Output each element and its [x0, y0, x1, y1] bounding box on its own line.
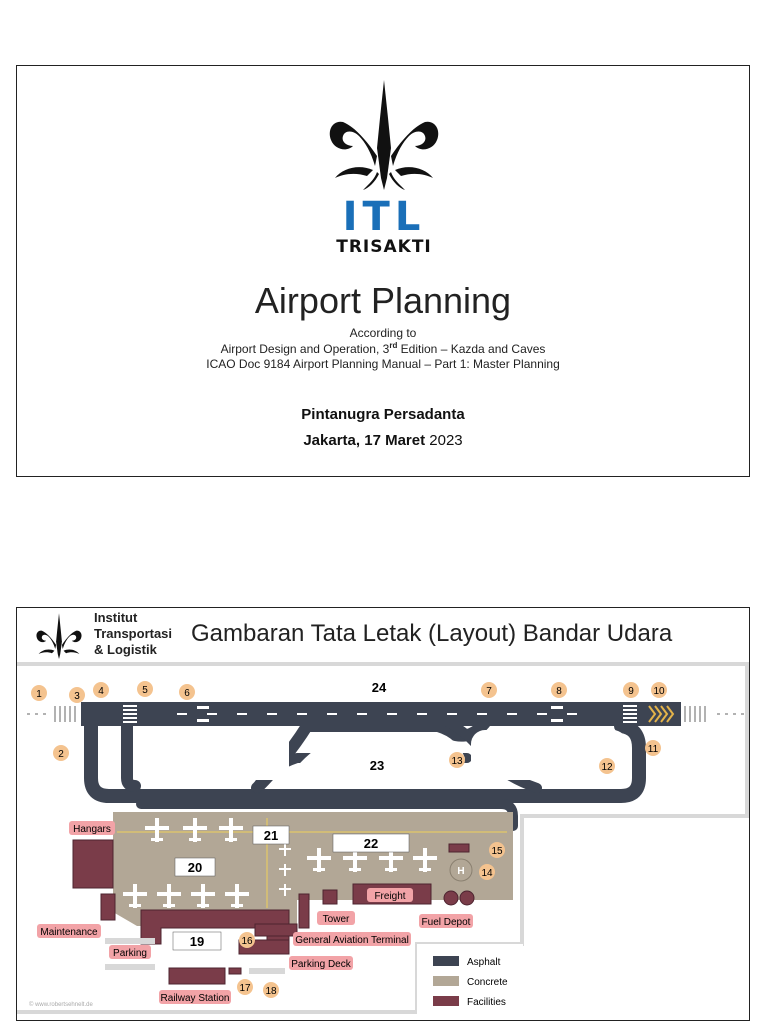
label-general-aviation-terminal: General Aviation Terminal [295, 935, 409, 946]
svg-text:18: 18 [265, 986, 277, 997]
callout-16 [239, 932, 255, 948]
layout-slide [16, 607, 750, 1021]
layout-slide-title: Gambaran Tata Letak (Layout) Bandar Udara [191, 620, 673, 647]
map-legend [417, 944, 523, 1016]
svg-text:6: 6 [184, 688, 190, 699]
legend-facilities: Facilities [467, 997, 506, 1008]
area-number-21: 21 [263, 828, 279, 843]
airport-layout-map [17, 608, 750, 1021]
svg-text:5: 5 [142, 685, 148, 696]
railway-station-building [169, 968, 225, 984]
reference-kazda-part1: Airport Design and Operation, 3 [220, 342, 390, 356]
svg-text:4: 4 [98, 686, 104, 697]
label-parking-deck: Parking Deck [291, 959, 351, 970]
reference-icao-doc: ICAO Doc 9184 Airport Planning Manual – Part 1: Master Planning [206, 357, 560, 371]
building-15 [449, 844, 469, 852]
legend-swatch-asphalt [433, 956, 459, 966]
callout-3 [69, 687, 85, 703]
reference-kazda-caves [17, 341, 749, 356]
svg-text:1: 1 [36, 689, 42, 700]
svg-text:7: 7 [486, 686, 492, 697]
taxiway-number-23: 23 [369, 758, 385, 773]
slide-title: Airport Planning [254, 280, 512, 321]
svg-text:2: 2 [58, 749, 64, 760]
title-slide [16, 65, 750, 477]
label-hangars: Hangars [73, 824, 111, 835]
callout-12 [599, 758, 615, 774]
callout-18 [263, 982, 279, 998]
image-credit: © www.robertsehnelt.de [29, 1002, 93, 1008]
date-city: Jakarta, [303, 432, 361, 449]
callout-10 [651, 682, 667, 698]
logo-itl-text: ITL [342, 194, 426, 240]
label-maintenance: Maintenance [40, 927, 98, 938]
legend-concrete: Concrete [467, 977, 508, 988]
label-fuel-depot: Fuel Depot [421, 917, 471, 928]
reference-kazda-superscript: rd [389, 341, 398, 350]
svg-text:16: 16 [241, 936, 253, 947]
approach-lights-west [27, 706, 75, 722]
date-year: 2023 [429, 432, 463, 449]
maintenance-building [101, 894, 115, 920]
label-railway-station: Railway Station [160, 993, 230, 1004]
terminal-annex [255, 924, 297, 936]
author-name: Pintanugra Persadanta [301, 406, 465, 423]
area-number-19: 19 [189, 934, 205, 949]
callout-13 [449, 752, 465, 768]
heliport-label: H [457, 866, 465, 877]
svg-text:13: 13 [451, 756, 463, 767]
date-day-month: 17 Maret [364, 432, 426, 449]
tower-building [323, 890, 337, 904]
institute-line1: Institut [94, 610, 138, 625]
building-17 [229, 968, 241, 974]
fuel-tank-2 [460, 891, 474, 905]
callout-5 [137, 681, 153, 697]
fuel-tank-1 [444, 891, 458, 905]
callout-11 [645, 740, 661, 756]
runway-24 [81, 702, 681, 726]
callout-15 [489, 842, 505, 858]
svg-text:12: 12 [601, 762, 613, 773]
according-to-text: According to [349, 326, 417, 340]
svg-text:17: 17 [239, 983, 251, 994]
approach-lights-east [685, 706, 744, 722]
svg-text:8: 8 [556, 686, 562, 697]
infield-grass-areas [139, 728, 627, 782]
callout-7 [481, 682, 497, 698]
callout-2 [53, 745, 69, 761]
svg-text:3: 3 [74, 691, 80, 702]
presentation-date [17, 432, 749, 449]
label-tower: Tower [322, 914, 350, 925]
callout-6 [179, 684, 195, 700]
logo-trisakti-text: TRISAKTI [336, 237, 432, 257]
area-number-20: 20 [187, 860, 203, 875]
callout-4 [93, 682, 109, 698]
hangar-building [73, 840, 113, 888]
svg-text:15: 15 [491, 846, 503, 857]
callout-17 [237, 979, 253, 995]
trisakti-emblem-icon [307, 78, 461, 196]
legend-swatch-concrete [433, 976, 459, 986]
runway-number-24: 24 [371, 680, 387, 695]
reference-kazda-part2: Edition – Kazda and Caves [397, 342, 546, 356]
itl-emblem-icon [27, 610, 91, 664]
svg-text:14: 14 [481, 868, 493, 879]
callout-9 [623, 682, 639, 698]
legend-swatch-facilities [433, 996, 459, 1006]
itl-trisakti-logo [307, 78, 461, 257]
area-number-22: 22 [363, 836, 379, 851]
label-parking: Parking [113, 948, 147, 959]
general-aviation-terminal-building [299, 894, 309, 928]
label-freight: Freight [374, 891, 406, 902]
legend-asphalt: Asphalt [467, 957, 501, 968]
callout-1 [31, 685, 47, 701]
callout-14 [479, 864, 495, 880]
slide-header [17, 608, 749, 664]
svg-text:9: 9 [628, 686, 634, 697]
institute-name [94, 610, 172, 658]
institute-line2: Transportasi [94, 626, 173, 641]
institute-line3: & Logistik [94, 642, 157, 657]
svg-text:10: 10 [653, 686, 665, 697]
callout-8 [551, 682, 567, 698]
svg-text:11: 11 [647, 744, 659, 755]
